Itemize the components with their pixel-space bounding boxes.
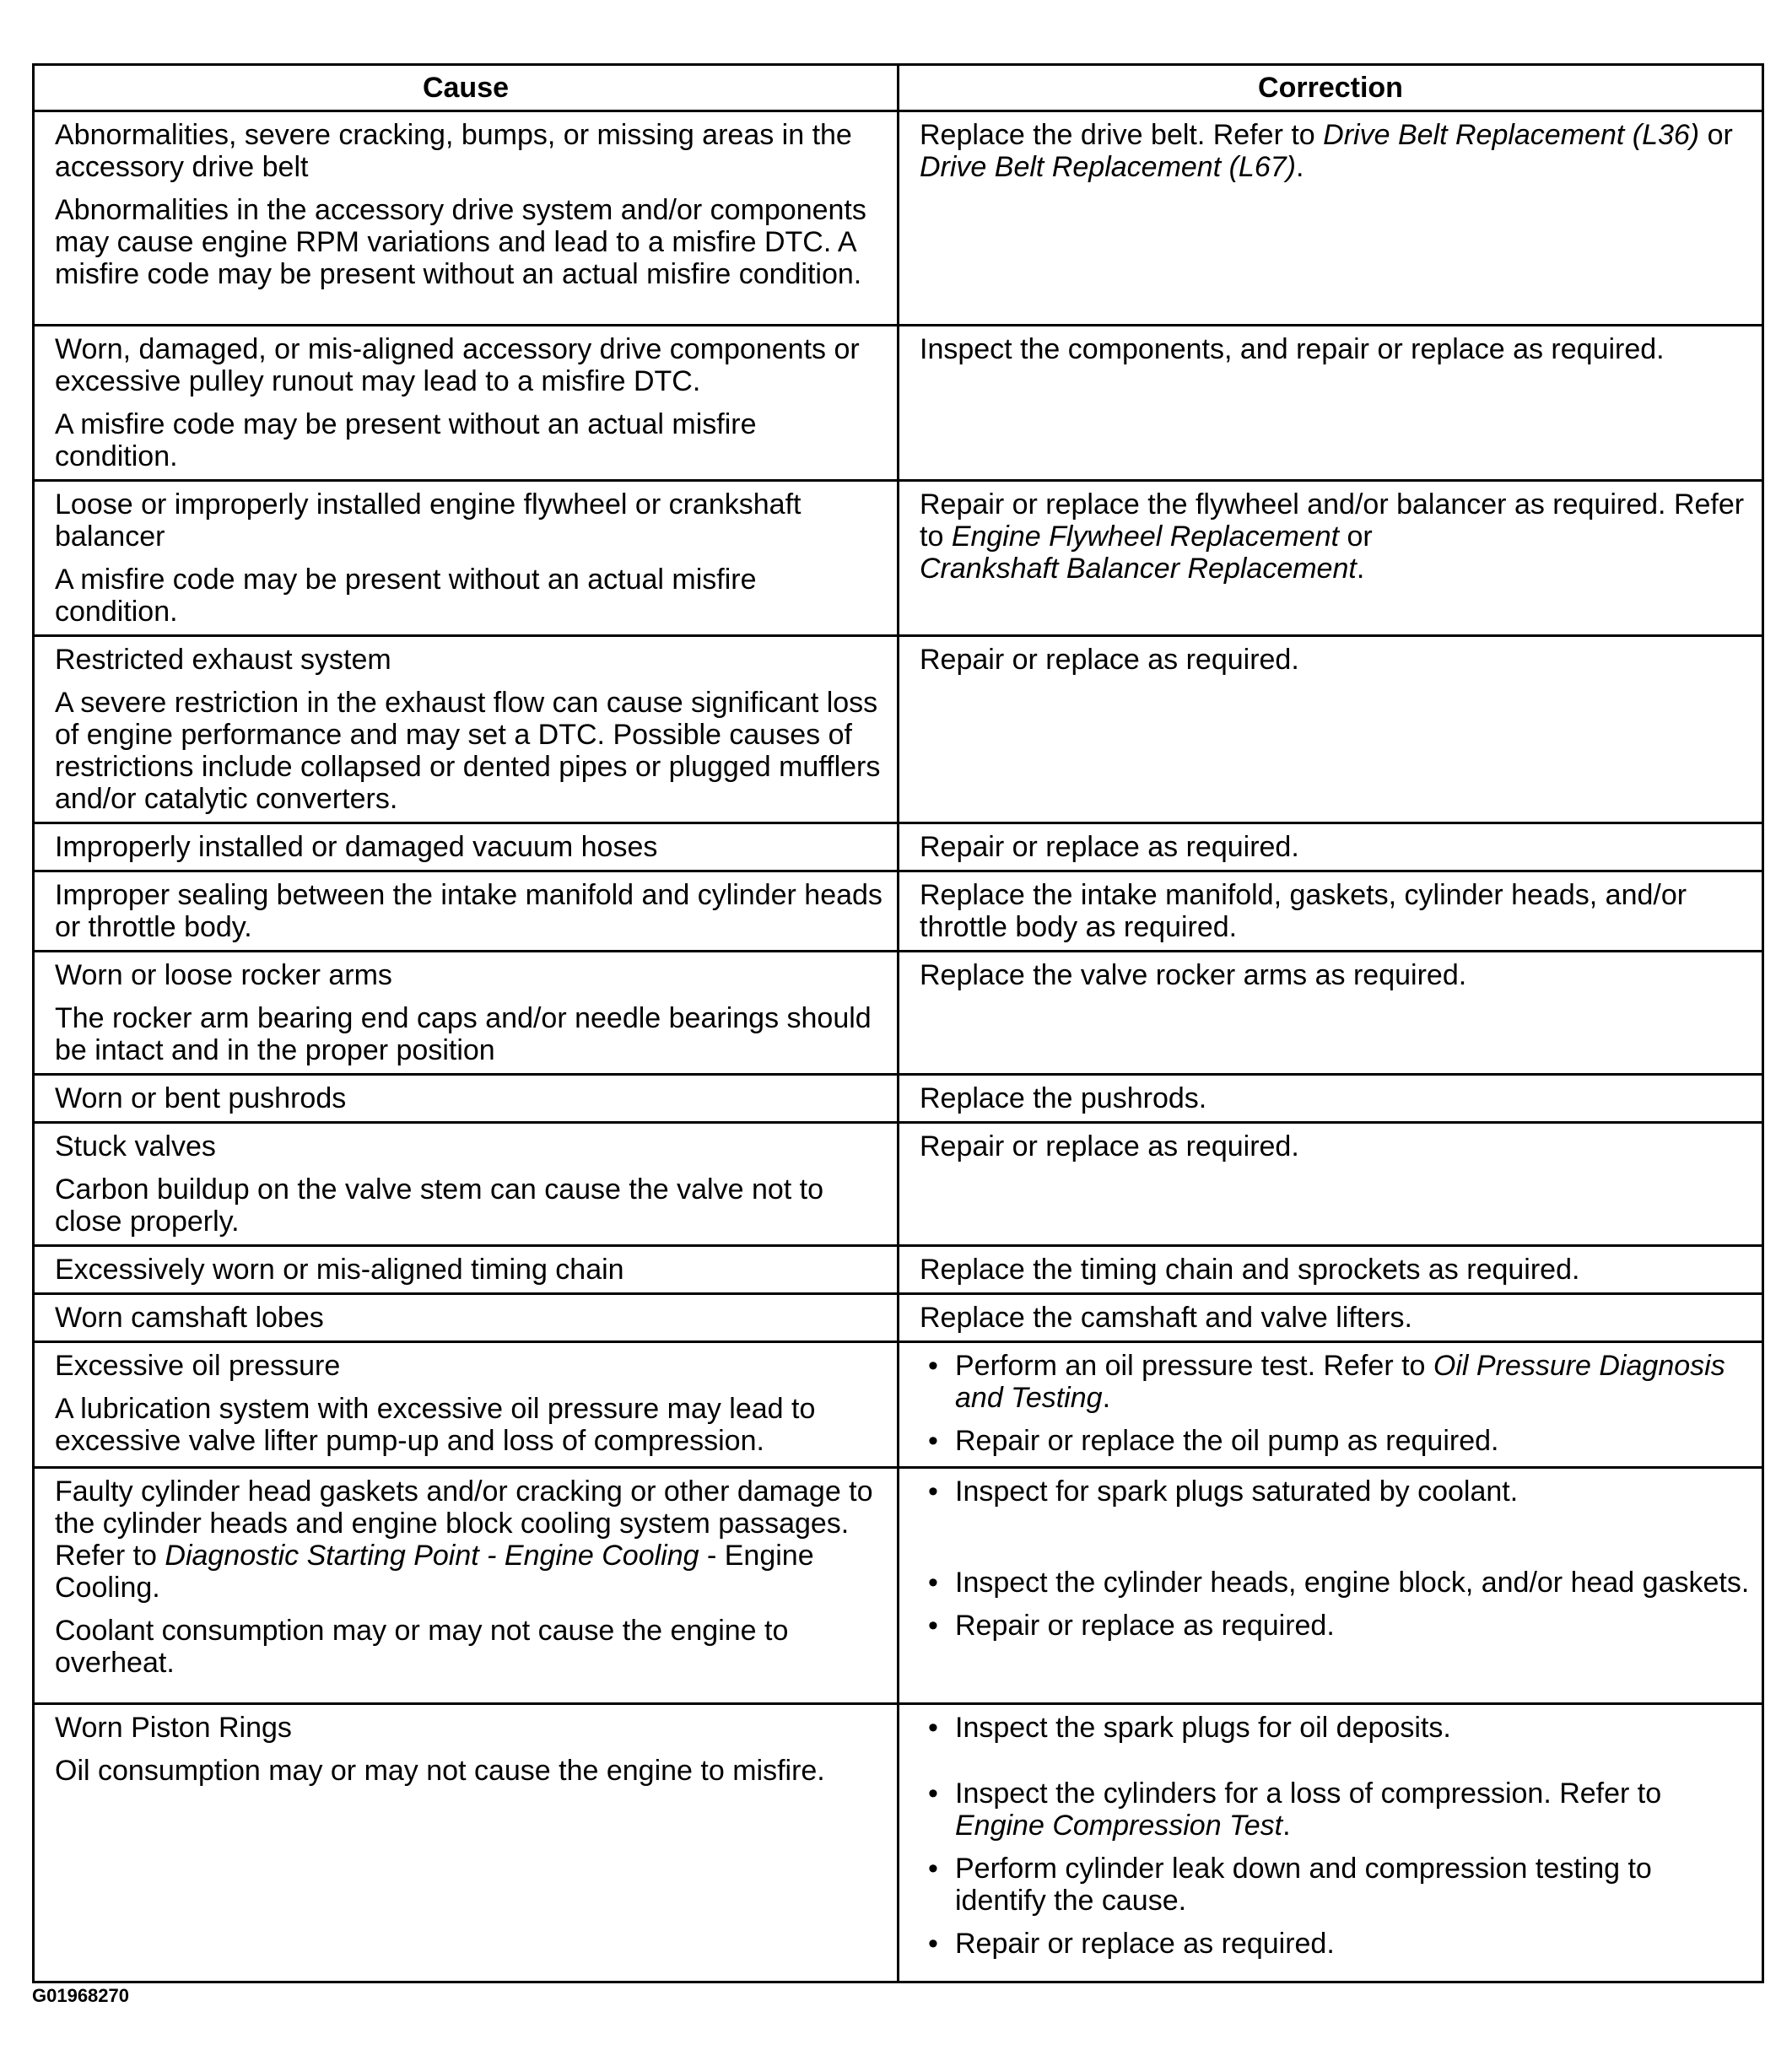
- table-row: [34, 1704, 1763, 1982]
- cause-cell: [34, 1294, 899, 1342]
- table-row: [34, 111, 1763, 326]
- table-row: [34, 481, 1763, 636]
- cause-cell: [34, 1123, 899, 1246]
- bullet-item: • Inspect for spark plugs saturated by coolant.: [955, 1475, 1750, 1508]
- correction-cell: [899, 1294, 1763, 1342]
- cause-text: Carbon buildup on the valve stem can cause the valve not to close properly.: [55, 1173, 824, 1238]
- table-header-row: [34, 65, 1763, 111]
- bullet-item: • Repair or replace as required.: [955, 1610, 1750, 1642]
- reference-link: Engine Compression Test: [955, 1810, 1283, 1842]
- table-row: [34, 1246, 1763, 1294]
- correction-cell: [899, 1075, 1763, 1123]
- cause-cell: [34, 952, 899, 1075]
- cause-text: Loose or improperly installed engine flywheel or crankshaft balancer: [55, 488, 802, 553]
- correction-text: Replace the valve rocker arms as required.: [920, 959, 1467, 991]
- column-header-correction: Correction: [899, 65, 1763, 111]
- diagnosis-table: [32, 63, 1764, 1983]
- correction-text: Replace the drive belt. Refer to Drive Belt Replacement (L36) or Drive Belt Replacement (L67).: [920, 119, 1733, 183]
- correction-text: Inspect the components, and repair or replace as required.: [920, 333, 1665, 365]
- reference-link: Drive Belt Replacement (L67): [920, 151, 1296, 183]
- cause-text: Improper sealing between the intake manifold and cylinder heads or throttle body.: [55, 879, 883, 943]
- correction-text: Replace the timing chain and sprockets as required.: [920, 1254, 1580, 1286]
- cause-cell: [34, 823, 899, 871]
- table-row: [34, 1342, 1763, 1468]
- cause-text: The rocker arm bearing end caps and/or needle bearings should be intact and in the proper position: [55, 1002, 872, 1066]
- cause-text: Abnormalities, severe cracking, bumps, or missing areas in the accessory drive belt: [55, 119, 852, 183]
- reference-link: Crankshaft Balancer Replacement: [920, 553, 1357, 585]
- correction-cell: [899, 823, 1763, 871]
- cause-text: Stuck valves: [55, 1130, 216, 1162]
- cause-cell: [34, 1468, 899, 1704]
- table-row: [34, 952, 1763, 1075]
- cause-text: Worn camshaft lobes: [55, 1302, 324, 1334]
- cause-cell: [34, 871, 899, 952]
- cause-text: Excessive oil pressure: [55, 1350, 341, 1382]
- bullet-item: • Repair or replace as required.: [955, 1928, 1750, 1960]
- cause-cell: [34, 111, 899, 326]
- correction-text: Repair or replace the flywheel and/or balancer as required. Refer to Engine Flywheel Replacement or Crankshaft Balancer Replacement.: [920, 488, 1745, 585]
- cause-cell: [34, 1075, 899, 1123]
- correction-bullet-list: [920, 1475, 1750, 1642]
- correction-cell: [899, 481, 1763, 636]
- bullet-item: • Repair or replace the oil pump as required.: [955, 1425, 1750, 1457]
- reference-link: Oil Pressure Diagnosis and Testing: [955, 1350, 1725, 1414]
- correction-cell: [899, 1246, 1763, 1294]
- cause-cell: [34, 1246, 899, 1294]
- correction-bullet-list: [920, 1712, 1750, 1960]
- table-row: [34, 636, 1763, 823]
- cause-text: Improperly installed or damaged vacuum hoses: [55, 831, 658, 863]
- bullet-item: • Inspect the cylinders for a loss of compression. Refer to Engine Compression Test.: [955, 1777, 1750, 1842]
- correction-text: Repair or replace as required.: [920, 644, 1299, 676]
- table-row: [34, 871, 1763, 952]
- cause-text: Restricted exhaust system: [55, 644, 391, 676]
- cause-cell: [34, 1704, 899, 1982]
- cause-cell: [34, 1342, 899, 1468]
- correction-text: Repair or replace as required.: [920, 831, 1299, 863]
- table-row: [34, 1468, 1763, 1704]
- correction-text: Replace the intake manifold, gaskets, cylinder heads, and/or throttle body as required.: [920, 879, 1687, 943]
- correction-cell: [899, 111, 1763, 326]
- figure-id: G01968270: [32, 1985, 129, 2006]
- correction-cell: [899, 952, 1763, 1075]
- cause-text: Oil consumption may or may not cause the engine to misfire.: [55, 1755, 825, 1787]
- table-row: [34, 823, 1763, 871]
- cause-text: Excessively worn or mis-aligned timing chain: [55, 1254, 624, 1286]
- cause-text: Worn, damaged, or mis-aligned accessory drive components or excessive pulley runout may lead to a misfire DTC.: [55, 333, 860, 397]
- cause-text: A lubrication system with excessive oil pressure may lead to excessive valve lifter pump-up and loss of compression.: [55, 1393, 816, 1457]
- correction-text: Repair or replace as required.: [920, 1130, 1299, 1162]
- correction-cell: [899, 1704, 1763, 1982]
- cause-text: A misfire code may be present without an actual misfire condition.: [55, 564, 757, 628]
- table-row: [34, 1075, 1763, 1123]
- correction-cell: [899, 326, 1763, 481]
- table-row: [34, 326, 1763, 481]
- reference-link: Diagnostic Starting Point - Engine Cooling: [165, 1540, 699, 1572]
- bullet-item: • Perform cylinder leak down and compression testing to identify the cause.: [955, 1853, 1750, 1917]
- cause-text: Coolant consumption may or may not cause the engine to overheat.: [55, 1615, 789, 1679]
- correction-cell: [899, 871, 1763, 952]
- correction-text: Replace the pushrods.: [920, 1082, 1207, 1114]
- cause-text: Worn or loose rocker arms: [55, 959, 392, 991]
- column-header-cause: Cause: [34, 65, 899, 111]
- correction-cell: [899, 1123, 1763, 1246]
- cause-text: Worn or bent pushrods: [55, 1082, 347, 1114]
- correction-bullet-list: [920, 1350, 1750, 1457]
- document: [32, 63, 1762, 1983]
- cause-text: Faulty cylinder head gaskets and/or cracking or other damage to the cylinder heads and engine block cooling system passages. Refer to Diagnostic Starting Point - Engine Cooling - Engine Cooling.: [55, 1475, 873, 1604]
- table-row: [34, 1123, 1763, 1246]
- cause-text: Abnormalities in the accessory drive system and/or components may cause engine RPM variations and lead to a misfire DTC. A misfire code may be present without an actual misfire condition.: [55, 194, 866, 290]
- correction-cell: [899, 1342, 1763, 1468]
- table-row: [34, 1294, 1763, 1342]
- cause-cell: [34, 636, 899, 823]
- correction-cell: [899, 1468, 1763, 1704]
- correction-cell: [899, 636, 1763, 823]
- bullet-item: • Inspect the cylinder heads, engine block, and/or head gaskets.: [955, 1567, 1750, 1599]
- cause-text: A severe restriction in the exhaust flow can cause significant loss of engine performance and may set a DTC. Possible causes of restrictions include collapsed or dented pipes or plugged mufflers and/or catalytic converters.: [55, 687, 881, 815]
- reference-link: Drive Belt Replacement (L36): [1323, 119, 1700, 151]
- bullet-item: • Perform an oil pressure test. Refer to Oil Pressure Diagnosis and Testing.: [955, 1350, 1750, 1414]
- cause-text: A misfire code may be present without an actual misfire condition.: [55, 408, 757, 472]
- cause-cell: [34, 481, 899, 636]
- reference-link: Engine Flywheel Replacement: [951, 521, 1340, 553]
- bullet-item: • Inspect the spark plugs for oil deposits.: [955, 1712, 1750, 1744]
- correction-text: Replace the camshaft and valve lifters.: [920, 1302, 1412, 1334]
- cause-cell: [34, 326, 899, 481]
- cause-text: Worn Piston Rings: [55, 1712, 292, 1744]
